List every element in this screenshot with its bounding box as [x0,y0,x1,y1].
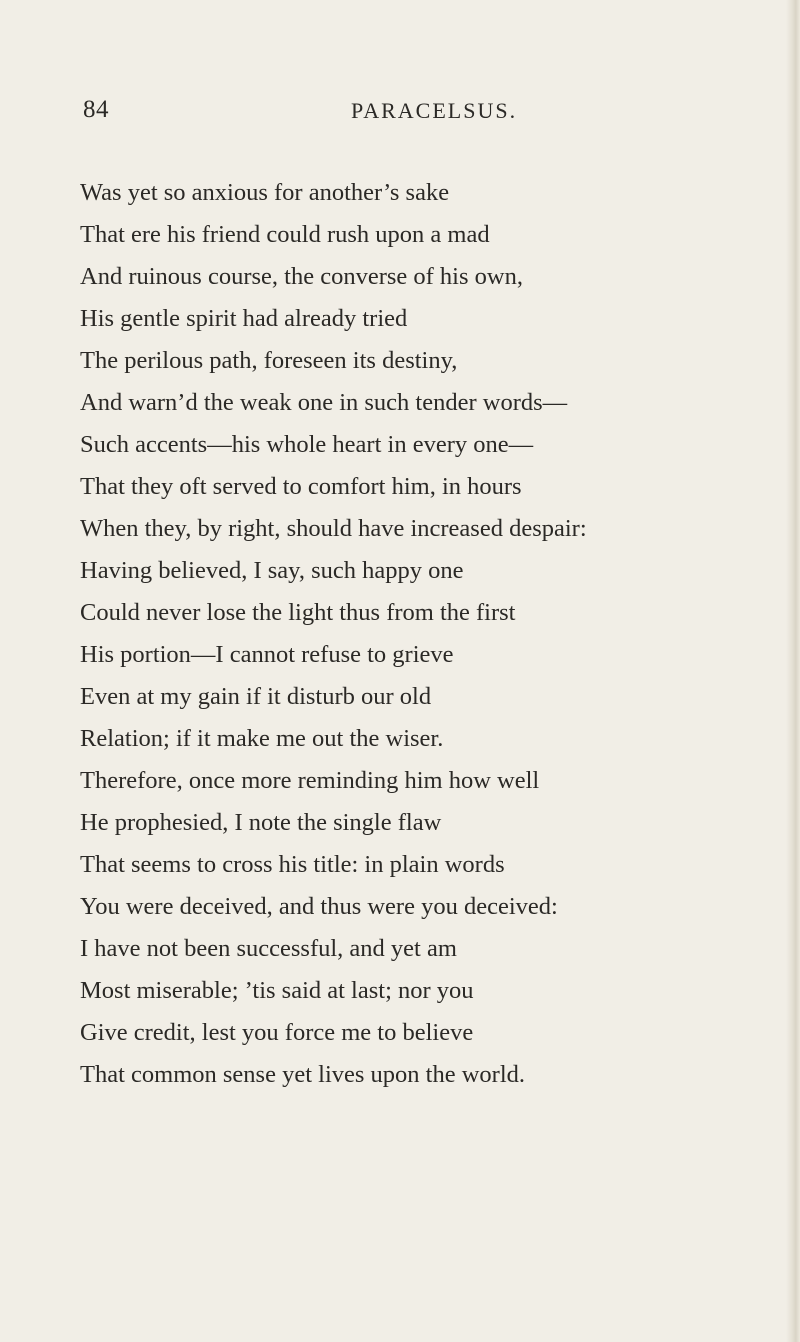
verse-line: Most miserable; ’tis said at last; nor you [80,977,474,1004]
running-title: PARACELSUS. [351,98,518,123]
verse-line: That seems to cross his title: in plain words [80,851,505,878]
verse-line: And warn’d the weak one in such tender words— [80,389,568,416]
verse-line: His gentle spirit had already tried [80,305,408,332]
verse-line: Could never lose the light thus from the first [80,599,516,626]
verse-line: You were deceived, and thus were you deceived: [80,893,558,920]
verse-line: He prophesied, I note the single flaw [80,809,442,836]
verse-line: His portion—I cannot refuse to grieve [80,641,454,668]
poem-text [80,172,780,1096]
verse-line: Such accents—his whole heart in every one— [80,431,534,458]
verse-line: Having believed, I say, such happy one [80,557,464,584]
verse-line: Even at my gain if it disturb our old [80,683,432,710]
page-number: 84 [83,96,109,123]
verse-line: Relation; if it make me out the wiser. [80,725,444,752]
verse-line: I have not been successful, and yet am [80,935,457,962]
verse-line: When they, by right, should have increased despair: [80,515,587,542]
verse-line: Was yet so anxious for another’s sake [80,179,450,206]
verse-line: That ere his friend could rush upon a mad [80,221,490,248]
verse-line: That common sense yet lives upon the world. [80,1061,525,1088]
verse-line: Give credit, lest you force me to believe [80,1019,474,1046]
verse-line: And ruinous course, the converse of his own, [80,263,523,290]
running-head [83,96,518,130]
page-edge [786,0,800,1342]
verse-line: That they oft served to comfort him, in hours [80,473,522,500]
verse-line: The perilous path, foreseen its destiny, [80,347,458,374]
verse-line: Therefore, once more reminding him how well [80,767,540,794]
